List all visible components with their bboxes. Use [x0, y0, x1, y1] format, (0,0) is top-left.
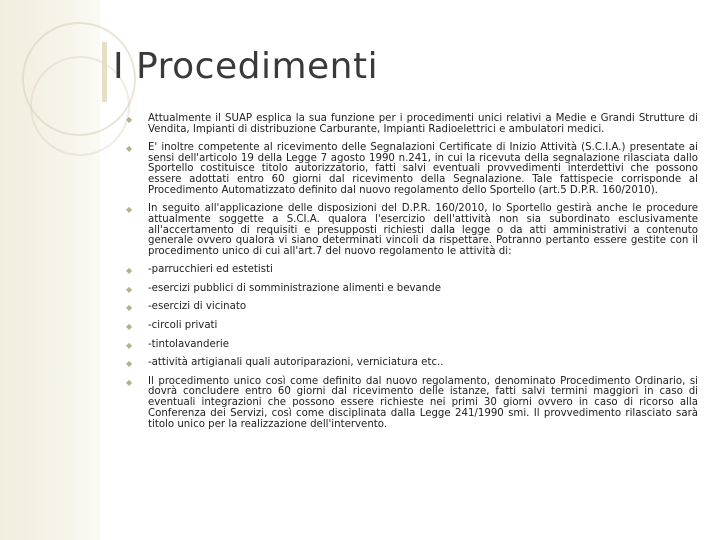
bullet-text: Attualmente il SUAP esplica la sua funzione per i procedimenti unici relativi a Medie e Grandi Strutture di Vendita, Impianti di distribuzione Carburante, Impianti Radioelettrici e ambulatori medici. — [148, 113, 698, 135]
bullet-item — [120, 377, 698, 431]
small-diamond-icon: ◆ — [126, 321, 133, 331]
bullet-text: -attività artigianali quali autoriparazioni, verniciatura etc.. — [148, 357, 444, 369]
small-diamond-icon: ◆ — [126, 359, 133, 369]
small-diamond-icon: ◆ — [126, 303, 133, 313]
small-diamond-icon: ◆ — [126, 377, 133, 387]
bullet-text: -esercizi di vicinato — [148, 301, 247, 313]
bullet-item — [120, 302, 698, 313]
small-diamond-icon: ◆ — [126, 340, 133, 350]
bullet-item — [120, 340, 698, 351]
bullet-text: E' inoltre competente al ricevimento delle Segnalazioni Certificate di Inizio Attività (S.C.I.A.) presentate ai sensi dell'articolo 19 della Legge 7 agosto 1990 n.241, in cui la ricevuta della segnalazione rilasciata dallo Sportello costituisce titolo autorizzatorio, fatti salvi eventuali provvedimenti interdettivi che possono essere adottati entro 60 giorni dal ricevimento della Segnalazione. Tale fattispecie corrisponde al Procedimento Automatizzato definito dal nuovo regolamento dello Sportello (art.5 D.P.R. 160/2010). — [148, 141, 698, 196]
title-accent-bar — [102, 42, 107, 102]
small-diamond-icon: ◆ — [126, 284, 133, 294]
bullet-item — [120, 204, 698, 258]
bullet-text: -parrucchieri ed estetisti — [148, 264, 273, 276]
bullet-item — [120, 114, 698, 136]
bullet-item — [120, 284, 698, 295]
small-diamond-icon: ◆ — [126, 266, 133, 276]
bullet-text: In seguito all'applicazione delle disposizioni del D.P.R. 160/2010, lo Sportello gestirà anche le procedure attualmente soggette a S.CI.A. qualora l'esercizio dell'attività non sia subordinato esclusivamente all'accertamento di requisiti e presupposti richiesti dalla legge o da atti amministrativi a contenuto generale ovvero qualora vi siano determinati vincoli da rispettare. Potranno pertanto essere gestite con il procedimento unico di cui all'art.7 del nuovo regolamento le attività di: — [148, 202, 698, 258]
small-diamond-icon: ◆ — [126, 204, 133, 214]
small-diamond-icon: ◆ — [126, 115, 133, 124]
small-diamond-icon: ◆ — [126, 143, 133, 153]
slide-title: I Procedimenti — [113, 46, 379, 87]
bullet-item — [120, 321, 698, 332]
bullet-item — [120, 358, 698, 369]
bullet-text: -esercizi pubblici di somministrazione alimenti e bevande — [148, 282, 441, 294]
bullet-text: Il procedimento unico così come definito dal nuovo regolamento, denominato Procedimento Ordinario, si dovrà concludere entro 60 giorni dal ricevimento delle istanze, fatti salvi termini maggiori in caso di eventuali integrazioni che possono essere richieste nei primi 30 giorni ovvero in caso di ricorso alla Conferenza dei Servizi, così come disciplinata dalla Legge 241/1990 smi. Il provvedimento rilasciato sarà titolo unico per la realizzazione dell'intervento. — [148, 375, 698, 430]
bullet-item — [120, 265, 698, 276]
bullet-list — [120, 114, 698, 438]
bullet-text: -circoli privati — [148, 319, 218, 331]
bullet-text: -tintolavanderie — [148, 338, 230, 350]
bullet-item — [120, 143, 698, 197]
